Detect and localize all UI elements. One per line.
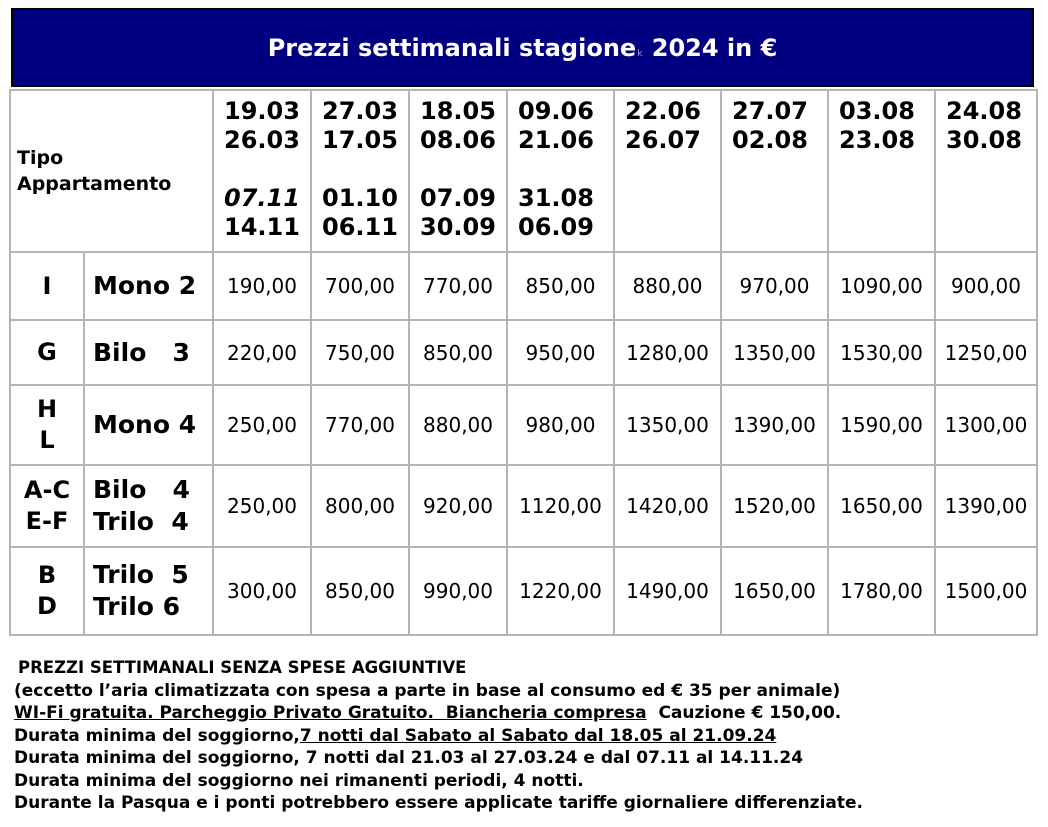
period-date: 22.06 bbox=[625, 97, 701, 125]
apartment-code bbox=[10, 252, 84, 320]
price-cell: 1500,00 bbox=[935, 547, 1037, 635]
page-title bbox=[268, 34, 778, 62]
price-cell: 980,00 bbox=[507, 385, 614, 465]
type-label-line1: Tipo bbox=[17, 147, 64, 169]
note-underlined: 7 notti dal Sabato al Sabato dal 18.05 al 21.09.24 bbox=[299, 725, 777, 746]
apartment-line: Bilo 3 bbox=[93, 337, 190, 367]
notes-block bbox=[14, 657, 863, 815]
period-header bbox=[311, 90, 409, 252]
price-cell: 1490,00 bbox=[614, 547, 721, 635]
period-date: 09.06 bbox=[518, 97, 594, 125]
price-cell: 770,00 bbox=[311, 385, 409, 465]
price-table-body bbox=[10, 90, 1037, 635]
period-header bbox=[213, 90, 311, 252]
period-date: 06.09 bbox=[518, 213, 594, 241]
price-table bbox=[9, 89, 1038, 636]
price-cell: 970,00 bbox=[721, 252, 828, 320]
title-mark: k bbox=[637, 48, 643, 59]
apartment-line: Trilo 6 bbox=[93, 592, 181, 621]
period-date: 18.05 bbox=[420, 97, 496, 125]
period-date: 30.09 bbox=[420, 213, 496, 241]
title-text-year: 2024 in € bbox=[643, 33, 778, 62]
apartment-line: Mono 4 bbox=[93, 410, 197, 439]
price-cell: 900,00 bbox=[935, 252, 1037, 320]
price-cell: 1650,00 bbox=[828, 465, 935, 547]
table-row bbox=[10, 252, 1037, 320]
price-cell: 1350,00 bbox=[721, 320, 828, 385]
period-date: 01.10 bbox=[322, 184, 398, 212]
price-cell: 1390,00 bbox=[935, 465, 1037, 547]
price-cell: 800,00 bbox=[311, 465, 409, 547]
price-cell: 990,00 bbox=[409, 547, 507, 635]
period-date: 24.08 bbox=[946, 97, 1022, 125]
apartment-code bbox=[10, 547, 84, 635]
price-cell: 1250,00 bbox=[935, 320, 1037, 385]
price-cell: 190,00 bbox=[213, 252, 311, 320]
code-line: H bbox=[36, 395, 58, 423]
price-cell: 1650,00 bbox=[721, 547, 828, 635]
header-row bbox=[10, 90, 1037, 252]
note-line bbox=[14, 725, 863, 748]
price-cell: 850,00 bbox=[507, 252, 614, 320]
price-cell: 950,00 bbox=[507, 320, 614, 385]
period-date: 27.07 bbox=[732, 97, 808, 125]
period-spacer bbox=[224, 155, 310, 184]
price-cell: 700,00 bbox=[311, 252, 409, 320]
note-line: Durata minima del soggiorno nei rimanenti periodi, 4 notti. bbox=[14, 770, 584, 791]
price-cell: 1120,00 bbox=[507, 465, 614, 547]
note-text: Cauzione € 150,00. bbox=[646, 703, 842, 723]
period-spacer bbox=[518, 155, 613, 184]
code-line: A-C bbox=[23, 476, 71, 504]
code-line: D bbox=[37, 592, 57, 620]
price-cell: 880,00 bbox=[409, 385, 507, 465]
price-cell: 1420,00 bbox=[614, 465, 721, 547]
apartment-name bbox=[84, 385, 213, 465]
apartment-line: Trilo 5 bbox=[93, 560, 189, 589]
price-cell: 1220,00 bbox=[507, 547, 614, 635]
apartment-name bbox=[84, 320, 213, 385]
apartment-type-header bbox=[10, 90, 213, 252]
note-line: Durata minima del soggiorno, 7 notti dal 21.03 al 27.03.24 e dal 07.11 al 14.11.24 bbox=[14, 748, 804, 768]
period-header bbox=[721, 90, 828, 252]
period-date: 31.08 bbox=[518, 184, 594, 212]
price-cell: 750,00 bbox=[311, 320, 409, 385]
table-row bbox=[10, 465, 1037, 547]
period-date: 07.09 bbox=[420, 184, 496, 212]
period-header bbox=[507, 90, 614, 252]
period-header bbox=[828, 90, 935, 252]
apartment-line: Trilo 4 bbox=[93, 507, 189, 536]
price-cell: 250,00 bbox=[213, 385, 311, 465]
price-cell: 850,00 bbox=[311, 547, 409, 635]
period-date: 21.06 bbox=[518, 126, 594, 154]
period-date: 26.03 bbox=[224, 126, 300, 154]
price-cell: 300,00 bbox=[213, 547, 311, 635]
price-cell: 1390,00 bbox=[721, 385, 828, 465]
price-cell: 1520,00 bbox=[721, 465, 828, 547]
table-row bbox=[10, 320, 1037, 385]
apartment-name bbox=[84, 252, 213, 320]
period-date: 26.07 bbox=[625, 126, 701, 154]
period-spacer bbox=[322, 155, 408, 184]
price-cell: 880,00 bbox=[614, 252, 721, 320]
price-cell: 1780,00 bbox=[828, 547, 935, 635]
period-date: 19.03 bbox=[224, 97, 300, 125]
note-text: Durata minima del soggiorno, bbox=[14, 725, 300, 746]
period-header bbox=[935, 90, 1037, 252]
apartment-code bbox=[10, 465, 84, 547]
price-cell: 1280,00 bbox=[614, 320, 721, 385]
apartment-line: Mono 2 bbox=[93, 271, 197, 300]
price-cell: 1090,00 bbox=[828, 252, 935, 320]
title-text-main: Prezzi settimanali stagione bbox=[267, 33, 637, 62]
period-date: 07.11 bbox=[224, 184, 300, 212]
period-date: 30.08 bbox=[946, 126, 1022, 154]
code-line: E-F bbox=[25, 507, 69, 535]
period-date: 08.06 bbox=[420, 126, 496, 154]
code-line: G bbox=[37, 338, 57, 366]
apartment-code bbox=[10, 385, 84, 465]
price-cell: 1590,00 bbox=[828, 385, 935, 465]
note-line: Durante la Pasqua e i ponti potrebbero essere applicate tariffe giornaliere differenziate. bbox=[14, 793, 863, 813]
apartment-line: Bilo 4 bbox=[93, 475, 190, 504]
price-cell: 850,00 bbox=[409, 320, 507, 385]
price-cell: 1300,00 bbox=[935, 385, 1037, 465]
period-date: 23.08 bbox=[839, 126, 915, 154]
period-date: 02.08 bbox=[732, 126, 808, 154]
apartment-code bbox=[10, 320, 84, 385]
code-line: B bbox=[37, 561, 57, 589]
note-underlined: WI-Fi gratuita. Parcheggio Privato Gratuito. Biancheria compresa bbox=[14, 703, 647, 723]
price-cell: 1350,00 bbox=[614, 385, 721, 465]
period-date: 27.03 bbox=[322, 97, 398, 125]
apartment-name bbox=[84, 465, 213, 547]
period-header bbox=[614, 90, 721, 252]
price-cell: 250,00 bbox=[213, 465, 311, 547]
code-line: I bbox=[42, 271, 52, 300]
period-date: 03.08 bbox=[839, 97, 915, 125]
period-date: 17.05 bbox=[322, 126, 398, 154]
period-date: 06.11 bbox=[322, 213, 398, 241]
code-line: L bbox=[39, 426, 55, 454]
note-line bbox=[14, 702, 863, 725]
period-header bbox=[409, 90, 507, 252]
table-row bbox=[10, 385, 1037, 465]
price-cell: 770,00 bbox=[409, 252, 507, 320]
price-cell: 220,00 bbox=[213, 320, 311, 385]
price-cell: 920,00 bbox=[409, 465, 507, 547]
period-date: 14.11 bbox=[224, 213, 300, 241]
price-cell: 1530,00 bbox=[828, 320, 935, 385]
type-label-line2: Appartamento bbox=[17, 173, 172, 195]
table-row bbox=[10, 547, 1037, 635]
title-bar bbox=[11, 8, 1034, 87]
note-line: (eccetto l’aria climatizzata con spesa a parte in base al consumo ed € 35 per animale) bbox=[14, 680, 841, 701]
period-spacer bbox=[420, 155, 506, 184]
apartment-name bbox=[84, 547, 213, 635]
note-line: PREZZI SETTIMANALI SENZA SPESE AGGIUNTIVE bbox=[18, 658, 467, 677]
